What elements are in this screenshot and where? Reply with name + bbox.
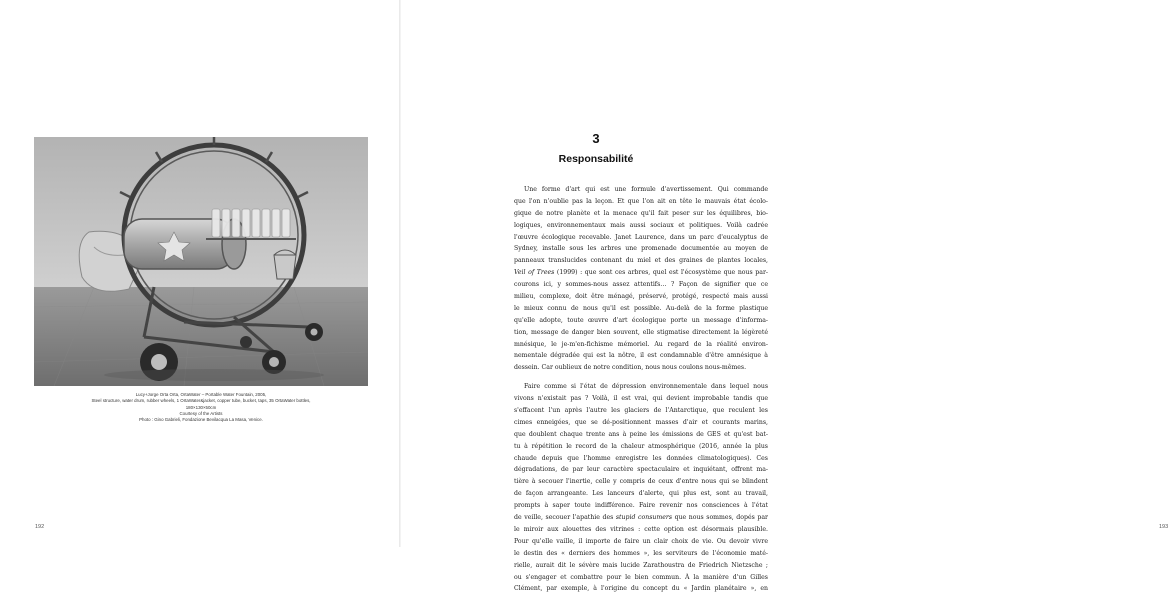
text-line: que l'on n'oublie pas la leçon. Et que l'on ait en tête le mauvais état écolo- xyxy=(514,197,768,205)
text-line: chaude depuis que l'homme enregistre les données climatologiques). Ces xyxy=(514,454,768,462)
text-line: logiques, environnementaux mais aussi sociaux et politiques. Voilà cadrée xyxy=(514,221,768,229)
text-line: dégradations, de par leur caractère spectaculaire et inquiétant, offrent ma- xyxy=(514,466,768,474)
text-line: mnésique, le je-m'en-fichisme mémoriel. Au regard de la réalité environ- xyxy=(514,340,768,348)
body-text xyxy=(514,184,768,595)
text-line: panneaux translucides contenant du miel et des graines de plantes locales, xyxy=(514,257,768,265)
caption-line: Courtesy of the Artists xyxy=(179,410,223,416)
caption-line: Lucy+Jorge Orta Orta, OrtaWater – Portable Water Fountain, 2005, xyxy=(135,392,267,397)
text-line: s'effacent l'un après l'autre les glaciers de l'Antarctique, que reculent les xyxy=(514,407,768,415)
text-line: prompts à saper toute indifférence. Faire revenir nos consciences à l'état xyxy=(514,502,768,510)
text-line: qu'elle adopte, toute œuvre d'art écologique porte un message d'informa- xyxy=(514,316,768,324)
text-line: tu à répétition le record de la chaleur atmosphérique (2016, année la plus xyxy=(514,442,768,450)
text-line: Une forme d'art qui est une formule d'avertissement. Qui commande xyxy=(524,186,768,193)
chapter-number: 3 xyxy=(592,131,600,146)
caption-line: Photo : Gino Gabrieli, Fondazione Bevilacqua La Masa, Venice. xyxy=(139,417,263,423)
text-line: milieu, complexe, doit être ménagé, préservé, protégé, respecté mais aussi xyxy=(514,293,768,301)
text-line: nementale dégradée qui est la nôtre, il est condamnable d'être amnésique à xyxy=(514,352,768,360)
text-line: courons ici, y sommes-nous assez attentifs… ? Façon de signifier que ce xyxy=(514,281,768,289)
page-number-right: 193 xyxy=(1159,524,1168,530)
text-line: le destin des « derniers des hommes », les serviteurs de l'économie maté- xyxy=(514,549,768,557)
photo-caption xyxy=(34,392,368,423)
text-line: cimes enneigées, que se dé-positionnent masses d'air et courants marins, xyxy=(514,418,768,426)
text-line: rielle, aurait dit le sévère mais lucide Zarathoustra de Friedrich Nietzsche ; xyxy=(514,561,768,569)
caption-line: 180×130×50cm xyxy=(185,404,217,410)
text-line: Faire comme si l'état de dépression environnementale dans lequel nous xyxy=(524,383,768,391)
text-line: dessein. Car oublieux de notre condition, nous nous coulons nous-mêmes. xyxy=(514,364,747,372)
text-line: Pour qu'elle vaille, il importe de faire un clair choix de vie. Ou devoir vivre xyxy=(514,537,768,545)
text-line: que doublent chaque trente ans à peine les émissions de GES et qu'est bat- xyxy=(514,430,768,438)
text-line: de veille, secouer l'apathie des stupid consumers que nous sommes, dopés par xyxy=(514,514,768,522)
caption-line: Steel structure, water drum, rubber wheels, 1 OrtaWater&jacket, copper tube, bucket, taps, 35 OrtaWater bottles, xyxy=(91,398,311,404)
text-line: vivons n'existait pas ? Voilà, il est vrai, qui devient improbable tandis que xyxy=(514,395,768,403)
text-line: le miroir aux alouettes des vitrines : cette option est désormais plausible. xyxy=(514,525,768,533)
text-line: tière à secouer l'inertie, celle y compris de ceux d'entre nous qui se blindent xyxy=(514,478,768,486)
left-page xyxy=(0,0,399,547)
text-line: Clément, par exemple, à l'origine du concept du « Jardin planétaire », en xyxy=(514,585,768,593)
text-line: le mieux connu de nous qu'il est possible. Au-delà de la forme plastique xyxy=(514,304,768,312)
text-line: gique de notre planète et la menace qu'il fait peser sur les équilibres, bio- xyxy=(514,209,768,217)
text-line: de façon arrangeante. Les lanceurs d'alerte, qui plus est, sont au travail, xyxy=(514,490,768,498)
text-line: Veil of Trees (1999) : que sont ces arbres, quel est l'écosystème que nous par- xyxy=(514,269,768,277)
chapter-title: Responsabilité xyxy=(558,153,634,165)
text-line: tion, message de danger bien souvent, elle stigmatise directement la légèreté xyxy=(514,328,768,336)
page-number-left: 192 xyxy=(35,524,45,530)
text-line: Sydney, installe sous les arbres une promenade documentée au moyen de xyxy=(514,245,768,253)
text-line: l'œuvre écologique recevable. Janet Laurence, dans un parc d'eucalyptus de xyxy=(514,233,768,241)
artwork-photo xyxy=(34,137,368,386)
text-line: ou s'engager et combattre pour le bien commun. À la manière d'un Gilles xyxy=(514,573,768,581)
